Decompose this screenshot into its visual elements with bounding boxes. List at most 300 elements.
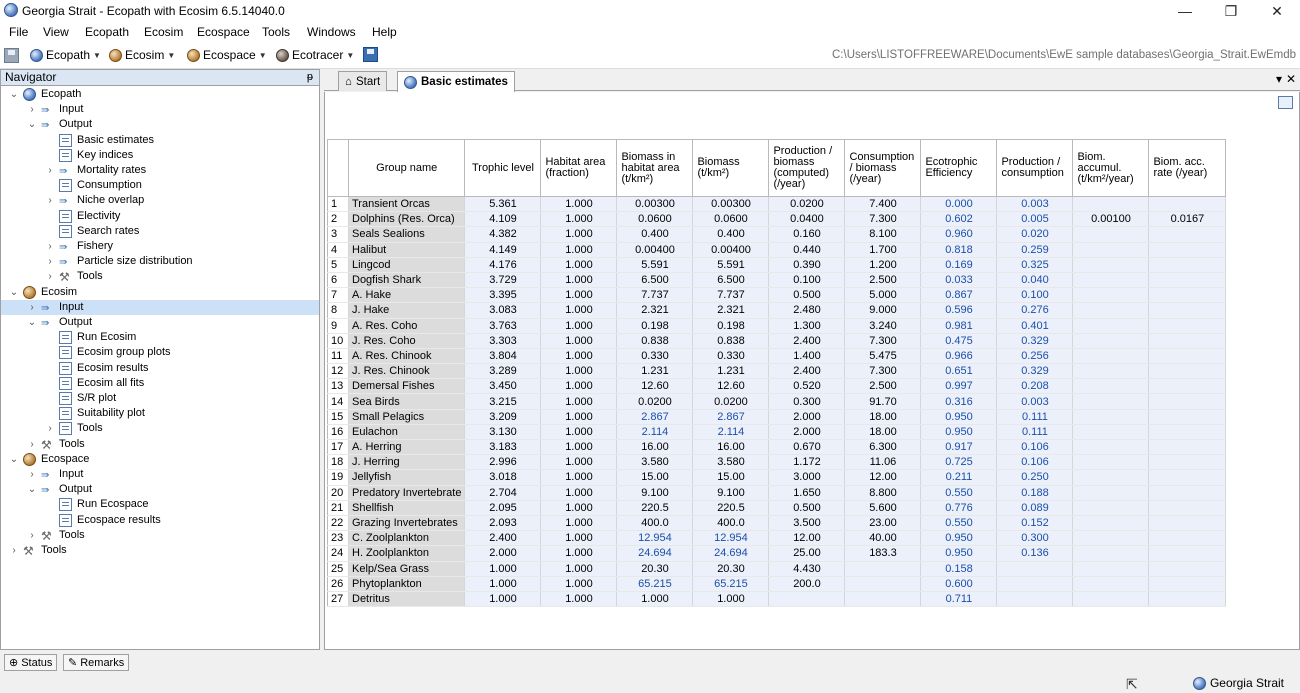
value-cell[interactable]: 0.198 xyxy=(693,318,769,333)
group-name-cell[interactable]: A. Hake xyxy=(349,288,465,303)
value-cell[interactable]: 400.0 xyxy=(617,515,693,530)
value-cell[interactable]: 5.361 xyxy=(465,197,541,212)
group-name-cell[interactable]: Grazing Invertebrates xyxy=(349,515,465,530)
expand-icon[interactable]: › xyxy=(30,438,34,450)
value-cell[interactable] xyxy=(1149,257,1226,272)
value-cell[interactable]: 2.400 xyxy=(769,364,845,379)
table-row[interactable] xyxy=(328,591,1226,606)
value-cell[interactable] xyxy=(1149,500,1226,515)
value-cell[interactable] xyxy=(1149,394,1226,409)
collapse-icon[interactable]: ⌄ xyxy=(9,453,19,465)
value-cell[interactable] xyxy=(1149,197,1226,212)
nav-item-niche-overlap[interactable] xyxy=(1,193,319,208)
menu-help[interactable]: Help xyxy=(372,25,397,39)
value-cell[interactable]: 2.000 xyxy=(465,546,541,561)
nav-item-ecopath[interactable] xyxy=(1,87,319,102)
nav-item-fishery[interactable] xyxy=(1,239,319,254)
nav-item-input[interactable] xyxy=(1,102,319,117)
table-row[interactable] xyxy=(328,515,1226,530)
tab-remarks[interactable]: ✎ Remarks xyxy=(63,654,129,671)
value-cell[interactable]: 0.033 xyxy=(921,272,997,287)
value-cell[interactable] xyxy=(1149,227,1226,242)
group-name-cell[interactable]: J. Res. Chinook xyxy=(349,364,465,379)
value-cell[interactable] xyxy=(1149,485,1226,500)
value-cell[interactable]: 4.149 xyxy=(465,242,541,257)
value-cell[interactable]: 7.400 xyxy=(845,197,921,212)
expand-icon[interactable]: › xyxy=(48,195,52,207)
value-cell[interactable]: 12.00 xyxy=(769,531,845,546)
table-row[interactable] xyxy=(328,272,1226,287)
nav-item-tools[interactable] xyxy=(1,528,319,543)
value-cell[interactable]: 4.430 xyxy=(769,561,845,576)
value-cell[interactable] xyxy=(1149,515,1226,530)
value-cell[interactable]: 2.114 xyxy=(693,424,769,439)
value-cell[interactable]: 0.600 xyxy=(921,576,997,591)
value-cell[interactable]: 1.000 xyxy=(541,394,617,409)
nav-item-run-ecosim[interactable] xyxy=(1,330,319,345)
group-name-cell[interactable]: Dogfish Shark xyxy=(349,272,465,287)
value-cell[interactable] xyxy=(1149,576,1226,591)
value-cell[interactable]: 3.240 xyxy=(845,318,921,333)
save-icon[interactable] xyxy=(4,48,19,63)
value-cell[interactable]: 3.763 xyxy=(465,318,541,333)
column-header[interactable]: Biomass in habitat area (t/km²) xyxy=(617,140,693,197)
table-row[interactable] xyxy=(328,212,1226,227)
column-header[interactable]: Biom. acc. rate (/year) xyxy=(1149,140,1226,197)
value-cell[interactable]: 2.996 xyxy=(465,455,541,470)
value-cell[interactable]: 0.550 xyxy=(921,485,997,500)
value-cell[interactable] xyxy=(1073,318,1149,333)
group-name-cell[interactable]: Seals Sealions xyxy=(349,227,465,242)
pin-icon[interactable]: ᵽ xyxy=(306,71,313,83)
value-cell[interactable]: 0.169 xyxy=(921,257,997,272)
value-cell[interactable]: 1.000 xyxy=(541,515,617,530)
collapse-icon[interactable]: ⌄ xyxy=(27,484,37,496)
value-cell[interactable]: 0.950 xyxy=(921,424,997,439)
value-cell[interactable]: 24.694 xyxy=(693,546,769,561)
tab-list-dropdown[interactable]: ▾ xyxy=(1275,72,1282,86)
value-cell[interactable]: 0.596 xyxy=(921,303,997,318)
table-row[interactable] xyxy=(328,546,1226,561)
value-cell[interactable]: 16.00 xyxy=(693,440,769,455)
value-cell[interactable]: 0.602 xyxy=(921,212,997,227)
value-cell[interactable] xyxy=(1073,333,1149,348)
value-cell[interactable]: 0.550 xyxy=(921,515,997,530)
value-cell[interactable]: 1.000 xyxy=(541,318,617,333)
nav-item-ecospace[interactable] xyxy=(1,452,319,467)
expand-icon[interactable]: › xyxy=(48,271,52,283)
group-name-cell[interactable]: Halibut xyxy=(349,242,465,257)
column-header[interactable]: Consumption / biomass (/year) xyxy=(845,140,921,197)
value-cell[interactable]: 220.5 xyxy=(693,500,769,515)
table-row[interactable] xyxy=(328,242,1226,257)
value-cell[interactable]: 1.000 xyxy=(541,424,617,439)
value-cell[interactable]: 1.000 xyxy=(541,409,617,424)
value-cell[interactable]: 7.737 xyxy=(693,288,769,303)
value-cell[interactable]: 1.000 xyxy=(693,591,769,606)
value-cell[interactable]: 0.838 xyxy=(693,333,769,348)
ecosim-button[interactable]: Ecosim ▼ xyxy=(109,48,175,62)
value-cell[interactable]: 1.000 xyxy=(541,333,617,348)
value-cell[interactable] xyxy=(1073,227,1149,242)
value-cell[interactable]: 3.289 xyxy=(465,364,541,379)
value-cell[interactable]: 0.0167 xyxy=(1149,212,1226,227)
value-cell[interactable]: 8.800 xyxy=(845,485,921,500)
value-cell[interactable]: 0.818 xyxy=(921,242,997,257)
value-cell[interactable] xyxy=(1149,242,1226,257)
value-cell[interactable]: 0.329 xyxy=(997,364,1073,379)
maximize-button[interactable]: ❐ xyxy=(1224,3,1238,19)
value-cell[interactable]: 1.000 xyxy=(541,485,617,500)
value-cell[interactable]: 0.0200 xyxy=(769,197,845,212)
expand-icon[interactable]: › xyxy=(30,469,34,480)
value-cell[interactable]: 2.000 xyxy=(769,409,845,424)
value-cell[interactable] xyxy=(1073,561,1149,576)
value-cell[interactable] xyxy=(1149,561,1226,576)
value-cell[interactable]: 1.000 xyxy=(541,242,617,257)
value-cell[interactable]: 0.981 xyxy=(921,318,997,333)
value-cell[interactable]: 0.440 xyxy=(769,242,845,257)
table-row[interactable] xyxy=(328,348,1226,363)
value-cell[interactable]: 0.020 xyxy=(997,227,1073,242)
group-name-cell[interactable]: J. Hake xyxy=(349,303,465,318)
value-cell[interactable]: 3.395 xyxy=(465,288,541,303)
group-name-cell[interactable]: C. Zoolplankton xyxy=(349,531,465,546)
value-cell[interactable]: 0.00300 xyxy=(617,197,693,212)
value-cell[interactable]: 15.00 xyxy=(693,470,769,485)
value-cell[interactable]: 2.480 xyxy=(769,303,845,318)
value-cell[interactable]: 0.089 xyxy=(997,500,1073,515)
nav-item-ecosim-group-plots[interactable] xyxy=(1,345,319,360)
value-cell[interactable]: 0.208 xyxy=(997,379,1073,394)
close-button[interactable]: ✕ xyxy=(1271,3,1283,19)
value-cell[interactable]: 0.003 xyxy=(997,197,1073,212)
value-cell[interactable]: 0.838 xyxy=(617,333,693,348)
value-cell[interactable] xyxy=(1073,394,1149,409)
value-cell[interactable]: 1.000 xyxy=(541,561,617,576)
ecospace-button[interactable]: Ecospace ▼ xyxy=(187,48,267,62)
value-cell[interactable] xyxy=(1073,288,1149,303)
value-cell[interactable]: 0.160 xyxy=(769,227,845,242)
minimize-button[interactable]: — xyxy=(1178,3,1192,19)
group-name-cell[interactable]: Lingcod xyxy=(349,257,465,272)
value-cell[interactable]: 12.00 xyxy=(845,470,921,485)
value-cell[interactable]: 0.0600 xyxy=(617,212,693,227)
value-cell[interactable]: 0.211 xyxy=(921,470,997,485)
value-cell[interactable] xyxy=(1149,470,1226,485)
value-cell[interactable]: 200.0 xyxy=(769,576,845,591)
value-cell[interactable] xyxy=(1073,500,1149,515)
value-cell[interactable]: 0.00400 xyxy=(693,242,769,257)
menu-ecosim[interactable]: Ecosim xyxy=(144,25,184,39)
column-header[interactable]: Production / biomass (computed) (/year) xyxy=(769,140,845,197)
value-cell[interactable]: 1.000 xyxy=(541,531,617,546)
nav-item-mortality-rates[interactable] xyxy=(1,163,319,178)
expand-icon[interactable]: › xyxy=(30,104,34,116)
table-row[interactable] xyxy=(328,440,1226,455)
group-name-cell[interactable]: Sea Birds xyxy=(349,394,465,409)
value-cell[interactable]: 6.500 xyxy=(693,272,769,287)
nav-item-input[interactable] xyxy=(1,467,319,482)
value-cell[interactable]: 18.00 xyxy=(845,409,921,424)
column-header[interactable] xyxy=(328,140,349,197)
value-cell[interactable]: 0.329 xyxy=(997,333,1073,348)
ecotracer-button[interactable]: Ecotracer ▼ xyxy=(276,48,354,62)
value-cell[interactable]: 0.917 xyxy=(921,440,997,455)
value-cell[interactable] xyxy=(1149,272,1226,287)
value-cell[interactable]: 2.867 xyxy=(693,409,769,424)
value-cell[interactable] xyxy=(1073,440,1149,455)
expand-icon[interactable]: › xyxy=(48,256,52,268)
value-cell[interactable]: 1.000 xyxy=(541,227,617,242)
nav-item-basic-estimates[interactable] xyxy=(1,133,319,148)
value-cell[interactable]: 1.172 xyxy=(769,455,845,470)
group-name-cell[interactable]: Eulachon xyxy=(349,424,465,439)
group-name-cell[interactable]: Jellyfish xyxy=(349,470,465,485)
value-cell[interactable] xyxy=(1073,303,1149,318)
value-cell[interactable]: 4.176 xyxy=(465,257,541,272)
tab-status[interactable]: ⊕ Status xyxy=(4,654,57,671)
group-name-cell[interactable]: Small Pelagics xyxy=(349,409,465,424)
table-row[interactable] xyxy=(328,500,1226,515)
value-cell[interactable]: 220.5 xyxy=(617,500,693,515)
value-cell[interactable]: 2.321 xyxy=(693,303,769,318)
group-name-cell[interactable]: H. Zoolplankton xyxy=(349,546,465,561)
value-cell[interactable]: 7.300 xyxy=(845,364,921,379)
value-cell[interactable]: 12.60 xyxy=(617,379,693,394)
value-cell[interactable]: 1.000 xyxy=(541,455,617,470)
value-cell[interactable]: 1.000 xyxy=(541,500,617,515)
value-cell[interactable]: 3.580 xyxy=(617,455,693,470)
value-cell[interactable]: 0.100 xyxy=(997,288,1073,303)
table-row[interactable] xyxy=(328,227,1226,242)
value-cell[interactable]: 0.711 xyxy=(921,591,997,606)
value-cell[interactable]: 0.500 xyxy=(769,500,845,515)
value-cell[interactable]: 5.475 xyxy=(845,348,921,363)
value-cell[interactable] xyxy=(1149,303,1226,318)
nav-item-ecosim[interactable] xyxy=(1,285,319,300)
value-cell[interactable]: 1.000 xyxy=(541,576,617,591)
value-cell[interactable]: 3.018 xyxy=(465,470,541,485)
table-row[interactable] xyxy=(328,531,1226,546)
nav-item-ecospace-results[interactable] xyxy=(1,513,319,528)
table-row[interactable] xyxy=(328,318,1226,333)
value-cell[interactable]: 0.111 xyxy=(997,409,1073,424)
group-name-cell[interactable]: J. Herring xyxy=(349,455,465,470)
value-cell[interactable]: 0.325 xyxy=(997,257,1073,272)
table-row[interactable] xyxy=(328,333,1226,348)
table-row[interactable] xyxy=(328,409,1226,424)
value-cell[interactable]: 0.276 xyxy=(997,303,1073,318)
menu-ecospace[interactable]: Ecospace xyxy=(197,25,250,39)
group-name-cell[interactable]: A. Res. Coho xyxy=(349,318,465,333)
nav-item-output[interactable] xyxy=(1,315,319,330)
group-name-cell[interactable]: Phytoplankton xyxy=(349,576,465,591)
value-cell[interactable]: 2.500 xyxy=(845,379,921,394)
value-cell[interactable]: 4.382 xyxy=(465,227,541,242)
value-cell[interactable]: 0.500 xyxy=(769,288,845,303)
value-cell[interactable]: 1.000 xyxy=(617,591,693,606)
nav-item-search-rates[interactable] xyxy=(1,224,319,239)
value-cell[interactable]: 0.401 xyxy=(997,318,1073,333)
table-row[interactable] xyxy=(328,455,1226,470)
nav-item-electivity[interactable] xyxy=(1,209,319,224)
value-cell[interactable]: 0.259 xyxy=(997,242,1073,257)
value-cell[interactable]: 0.106 xyxy=(997,440,1073,455)
value-cell[interactable]: 0.966 xyxy=(921,348,997,363)
collapse-icon[interactable]: ⌄ xyxy=(9,89,19,100)
value-cell[interactable]: 1.700 xyxy=(845,242,921,257)
value-cell[interactable] xyxy=(1149,288,1226,303)
value-cell[interactable] xyxy=(1149,455,1226,470)
value-cell[interactable]: 1.000 xyxy=(541,440,617,455)
value-cell[interactable]: 0.330 xyxy=(693,348,769,363)
value-cell[interactable]: 0.0200 xyxy=(693,394,769,409)
tab-basic-estimates[interactable]: Basic estimates xyxy=(397,71,515,92)
value-cell[interactable]: 1.000 xyxy=(465,591,541,606)
value-cell[interactable]: 0.300 xyxy=(997,531,1073,546)
value-cell[interactable]: 2.000 xyxy=(769,424,845,439)
export-icon[interactable] xyxy=(1278,96,1293,109)
value-cell[interactable]: 1.000 xyxy=(541,257,617,272)
value-cell[interactable]: 0.00300 xyxy=(693,197,769,212)
value-cell[interactable]: 7.300 xyxy=(845,333,921,348)
value-cell[interactable] xyxy=(1073,424,1149,439)
expand-icon[interactable]: › xyxy=(48,165,52,176)
value-cell[interactable]: 1.000 xyxy=(465,576,541,591)
value-cell[interactable] xyxy=(769,591,845,606)
value-cell[interactable] xyxy=(1149,424,1226,439)
value-cell[interactable]: 0.475 xyxy=(921,333,997,348)
close-tab-icon[interactable]: ✕ xyxy=(1285,72,1296,86)
value-cell[interactable]: 1.000 xyxy=(541,303,617,318)
value-cell[interactable]: 1.000 xyxy=(541,546,617,561)
value-cell[interactable]: 0.950 xyxy=(921,531,997,546)
nav-item-consumption[interactable] xyxy=(1,178,319,193)
ecopath-button[interactable]: Ecopath ▼ xyxy=(30,48,101,62)
table-row[interactable] xyxy=(328,303,1226,318)
value-cell[interactable]: 0.400 xyxy=(693,227,769,242)
table-row[interactable] xyxy=(328,394,1226,409)
value-cell[interactable] xyxy=(1073,485,1149,500)
value-cell[interactable]: 3.083 xyxy=(465,303,541,318)
value-cell[interactable]: 3.183 xyxy=(465,440,541,455)
expand-icon[interactable]: › xyxy=(48,241,52,252)
value-cell[interactable]: 3.209 xyxy=(465,409,541,424)
nav-item-tools[interactable] xyxy=(1,437,319,452)
column-header[interactable]: Production / consumption xyxy=(997,140,1073,197)
table-row[interactable] xyxy=(328,485,1226,500)
value-cell[interactable]: 0.00400 xyxy=(617,242,693,257)
nav-item-ecosim-results[interactable] xyxy=(1,361,319,376)
value-cell[interactable]: 5.000 xyxy=(845,288,921,303)
value-cell[interactable]: 0.520 xyxy=(769,379,845,394)
nav-item-input[interactable] xyxy=(1,300,319,315)
value-cell[interactable] xyxy=(845,591,921,606)
value-cell[interactable]: 0.0400 xyxy=(769,212,845,227)
value-cell[interactable]: 3.729 xyxy=(465,272,541,287)
group-name-cell[interactable]: Predatory Invertebrate xyxy=(349,485,465,500)
value-cell[interactable] xyxy=(1073,197,1149,212)
value-cell[interactable]: 2.095 xyxy=(465,500,541,515)
expand-icon[interactable]: › xyxy=(12,545,16,556)
collapse-icon[interactable]: ⌄ xyxy=(27,317,37,328)
column-header[interactable]: Habitat area (fraction) xyxy=(541,140,617,197)
column-header[interactable]: Trophic level xyxy=(465,140,541,197)
value-cell[interactable]: 2.093 xyxy=(465,515,541,530)
value-cell[interactable] xyxy=(1073,515,1149,530)
value-cell[interactable]: 0.136 xyxy=(997,546,1073,561)
value-cell[interactable]: 0.040 xyxy=(997,272,1073,287)
value-cell[interactable]: 91.70 xyxy=(845,394,921,409)
value-cell[interactable]: 8.100 xyxy=(845,227,921,242)
value-cell[interactable]: 0.390 xyxy=(769,257,845,272)
value-cell[interactable]: 3.580 xyxy=(693,455,769,470)
value-cell[interactable]: 3.000 xyxy=(769,470,845,485)
value-cell[interactable]: 7.300 xyxy=(845,212,921,227)
value-cell[interactable] xyxy=(845,561,921,576)
value-cell[interactable]: 0.152 xyxy=(997,515,1073,530)
menu-windows[interactable]: Windows xyxy=(307,25,356,39)
value-cell[interactable] xyxy=(1073,364,1149,379)
value-cell[interactable] xyxy=(1073,242,1149,257)
value-cell[interactable]: 0.960 xyxy=(921,227,997,242)
nav-item-s-r-plot[interactable] xyxy=(1,391,319,406)
expand-icon[interactable]: › xyxy=(48,423,52,435)
value-cell[interactable] xyxy=(997,576,1073,591)
value-cell[interactable]: 0.330 xyxy=(617,348,693,363)
value-cell[interactable] xyxy=(1073,591,1149,606)
nav-item-key-indices[interactable] xyxy=(1,148,319,163)
value-cell[interactable]: 6.500 xyxy=(617,272,693,287)
value-cell[interactable] xyxy=(1149,348,1226,363)
value-cell[interactable] xyxy=(1073,257,1149,272)
group-name-cell[interactable]: Dolphins (Res. Orca) xyxy=(349,212,465,227)
value-cell[interactable]: 0.400 xyxy=(617,227,693,242)
group-name-cell[interactable]: Kelp/Sea Grass xyxy=(349,561,465,576)
nav-item-tools[interactable] xyxy=(1,421,319,436)
value-cell[interactable]: 2.500 xyxy=(845,272,921,287)
table-row[interactable] xyxy=(328,364,1226,379)
value-cell[interactable]: 20.30 xyxy=(617,561,693,576)
value-cell[interactable] xyxy=(1149,546,1226,561)
value-cell[interactable]: 3.804 xyxy=(465,348,541,363)
value-cell[interactable]: 7.737 xyxy=(617,288,693,303)
value-cell[interactable]: 0.106 xyxy=(997,455,1073,470)
value-cell[interactable]: 0.00100 xyxy=(1073,212,1149,227)
value-cell[interactable]: 0.316 xyxy=(921,394,997,409)
value-cell[interactable] xyxy=(1149,379,1226,394)
group-name-cell[interactable]: Shellfish xyxy=(349,500,465,515)
table-row[interactable] xyxy=(328,576,1226,591)
value-cell[interactable]: 15.00 xyxy=(617,470,693,485)
table-row[interactable] xyxy=(328,424,1226,439)
value-cell[interactable]: 0.003 xyxy=(997,394,1073,409)
menu-tools[interactable]: Tools xyxy=(262,25,291,39)
value-cell[interactable]: 16.00 xyxy=(617,440,693,455)
value-cell[interactable]: 9.100 xyxy=(617,485,693,500)
value-cell[interactable]: 1.000 xyxy=(541,288,617,303)
value-cell[interactable] xyxy=(1073,348,1149,363)
value-cell[interactable]: 1.000 xyxy=(541,364,617,379)
value-cell[interactable]: 0.651 xyxy=(921,364,997,379)
value-cell[interactable] xyxy=(1149,440,1226,455)
value-cell[interactable] xyxy=(1073,546,1149,561)
nav-item-ecosim-all-fits[interactable] xyxy=(1,376,319,391)
value-cell[interactable]: 0.188 xyxy=(997,485,1073,500)
value-cell[interactable] xyxy=(1149,591,1226,606)
value-cell[interactable]: 0.725 xyxy=(921,455,997,470)
